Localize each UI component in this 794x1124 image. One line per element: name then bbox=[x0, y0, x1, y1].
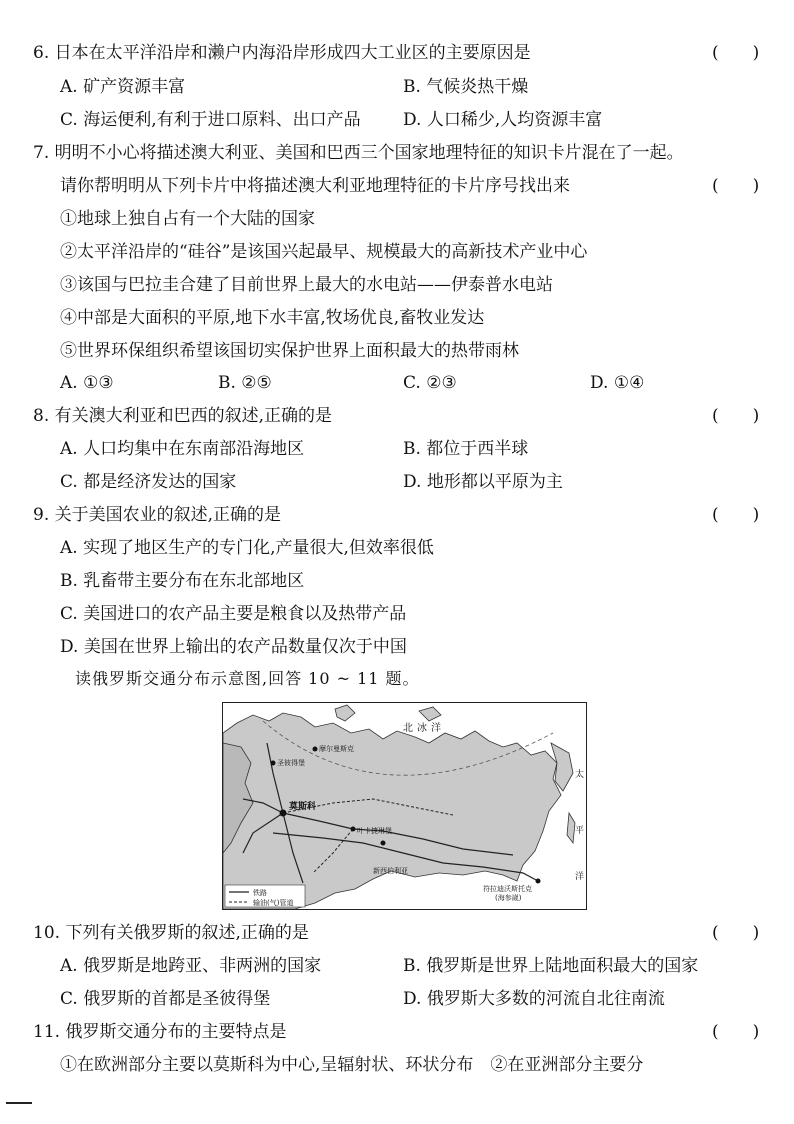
q11-answer-paren: ( ) bbox=[712, 1022, 760, 1042]
map-intro-text: 读俄罗斯交通分布示意图,回答 10 ~ 11 题。 bbox=[75, 669, 420, 688]
q7-option-c: C. ②③ bbox=[403, 373, 457, 393]
map-pacific-label-1: 太 bbox=[575, 770, 585, 780]
map-city-murmansk: 摩尔曼斯克 bbox=[319, 745, 354, 753]
q7-card-4: ④中部是大面积的平原,地下水丰富,牧场优良,畜牧业发达 bbox=[60, 308, 485, 328]
q10-option-c: C. 俄罗斯的首都是圣彼得堡 bbox=[60, 989, 271, 1009]
map-legend bbox=[225, 885, 305, 907]
map-city-haishenwai: (海参崴) bbox=[495, 894, 522, 902]
q6-stem: 6. 日本在太平洋沿岸和濑户内海沿岸形成四大工业区的主要原因是 bbox=[33, 43, 531, 63]
q9-answer-paren: ( ) bbox=[712, 505, 760, 525]
q7-option-a: A. ①③ bbox=[60, 373, 114, 393]
q7-stem-line1: 7. 明明不小心将描述澳大利亚、美国和巴西三个国家地理特征的知识卡片混在了一起。 bbox=[33, 143, 684, 163]
map-city-st-petersburg: 圣彼得堡 bbox=[277, 759, 305, 767]
q9-option-a: A. 实现了地区生产的专门化,产量很大,但效率很低 bbox=[60, 538, 434, 558]
q10-option-b: B. 俄罗斯是世界上陆地面积最大的国家 bbox=[403, 956, 699, 976]
map-city-novosibirsk: 新西伯利亚 bbox=[373, 867, 408, 875]
q11-statement-line: ①在欧洲部分主要以莫斯科为中心,呈辐射状、环状分布 ②在亚洲部分主要分 bbox=[60, 1055, 644, 1075]
q10-answer-paren: ( ) bbox=[712, 923, 760, 943]
q7-card-3: ③该国与巴拉圭合建了目前世界上最大的水电站——伊泰普水电站 bbox=[60, 275, 553, 295]
q7-card-1: ①地球上独自占有一个大陆的国家 bbox=[60, 209, 315, 229]
q7-card-5: ⑤世界环保组织希望该国切实保护世界上面积最大的热带雨林 bbox=[60, 341, 519, 361]
q7-stem-line2: 请你帮明明从下列卡片中将描述澳大利亚地理特征的卡片序号找出来 bbox=[60, 176, 570, 196]
q8-stem: 8. 有关澳大利亚和巴西的叙述,正确的是 bbox=[33, 406, 333, 426]
q10-option-a: A. 俄罗斯是地跨亚、非两洲的国家 bbox=[60, 956, 322, 976]
page-edge-mark bbox=[6, 1102, 32, 1104]
map-pacific-label-3: 洋 bbox=[575, 872, 585, 882]
q7-option-d: D. ①④ bbox=[590, 373, 645, 393]
q10-option-d: D. 俄罗斯大多数的河流自北往南流 bbox=[403, 989, 665, 1009]
q9-option-b: B. 乳畜带主要分布在东北部地区 bbox=[60, 571, 305, 591]
q6-option-d: D. 人口稀少,人均资源丰富 bbox=[403, 110, 603, 130]
q7-option-b: B. ②⑤ bbox=[218, 373, 272, 393]
q6-answer-paren: ( ) bbox=[712, 43, 760, 63]
q8-answer-paren: ( ) bbox=[712, 406, 760, 426]
q9-stem: 9. 关于美国农业的叙述,正确的是 bbox=[33, 505, 282, 525]
map-ocean-label: 北冰洋 bbox=[403, 723, 445, 734]
q6-option-a: A. 矿产资源丰富 bbox=[60, 77, 186, 97]
q9-option-c: C. 美国进口的农产品主要是粮食以及热带产品 bbox=[60, 604, 407, 624]
map-city-moscow: 莫斯科 bbox=[289, 802, 317, 812]
q8-option-d: D. 地形都以平原为主 bbox=[403, 472, 563, 492]
q8-option-c: C. 都是经济发达的国家 bbox=[60, 472, 237, 492]
map-city-yekaterinburg: 叶卡捷琳堡 bbox=[357, 827, 392, 835]
q6-option-b: B. 气候炎热干燥 bbox=[403, 77, 529, 97]
q6-option-c: C. 海运便利,有利于进口原料、出口产品 bbox=[60, 110, 361, 130]
q8-option-a: A. 人口均集中在东南部沿海地区 bbox=[60, 439, 305, 459]
q9-option-d: D. 美国在世界上输出的农产品数量仅次于中国 bbox=[60, 637, 407, 657]
map-pacific-label-2: 平 bbox=[575, 826, 585, 836]
legend-pipeline-label: 输油(气)管道 bbox=[253, 899, 294, 907]
russia-transport-map bbox=[222, 702, 587, 910]
q11-stem: 11. 俄罗斯交通分布的主要特点是 bbox=[33, 1022, 287, 1042]
q8-option-b: B. 都位于西半球 bbox=[403, 439, 529, 459]
q10-stem: 10. 下列有关俄罗斯的叙述,正确的是 bbox=[33, 923, 309, 943]
q7-card-2: ②太平洋沿岸的“硅谷”是该国兴起最早、规模最大的高新技术产业中心 bbox=[60, 242, 588, 262]
map-city-vladivostok: 符拉迪沃斯托克 bbox=[483, 885, 532, 893]
q7-answer-paren: ( ) bbox=[712, 176, 760, 196]
legend-railway-label: 铁路 bbox=[253, 889, 267, 897]
